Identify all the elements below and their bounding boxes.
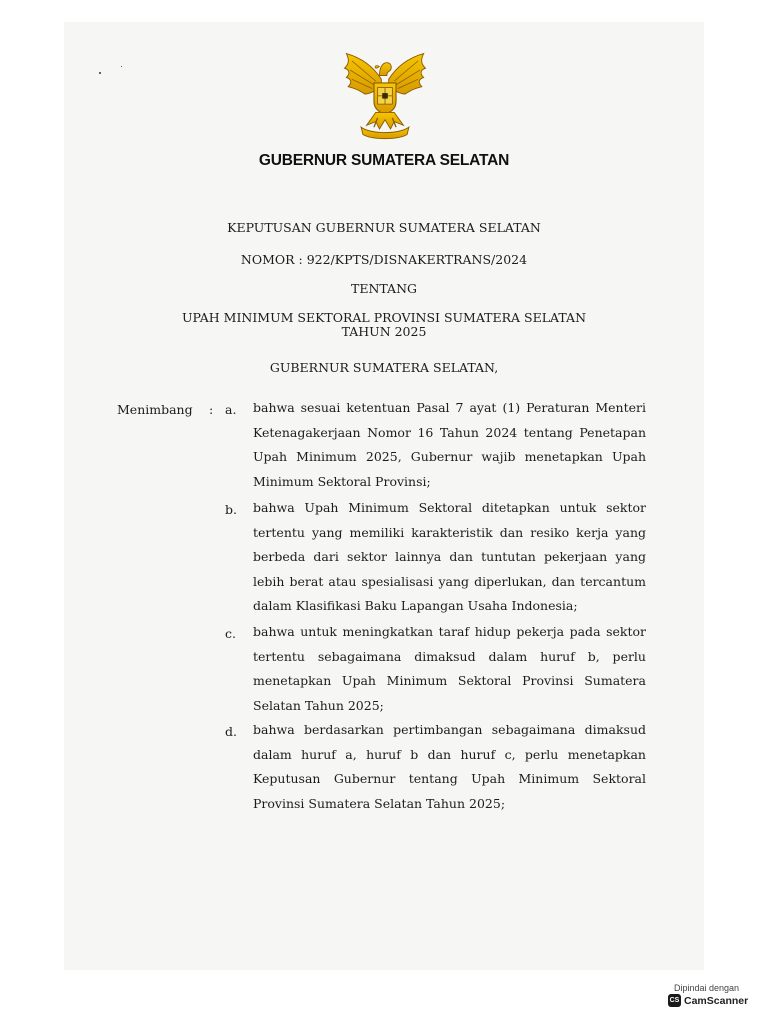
decree-subject: UPAH MINIMUM SEKTORAL PROVINSI SUMATERA SELATAN xyxy=(181,310,587,325)
considering-item-letter: c. xyxy=(225,626,236,641)
considering-label: Menimbang xyxy=(117,402,193,417)
decree-heading: KEPUTUSAN GUBERNUR SUMATERA SELATAN xyxy=(227,220,541,235)
garuda-emblem-icon xyxy=(339,48,431,140)
considering-item-letter: b. xyxy=(225,502,237,517)
decree-subject-year: TAHUN 2025 xyxy=(341,324,427,339)
scanner-watermark xyxy=(668,983,748,1007)
scanner-caption: Dipindai dengan xyxy=(674,983,740,993)
scanner-brand: CamScanner xyxy=(684,994,749,1007)
considering-colon: : xyxy=(209,402,214,417)
scanner-brand-row xyxy=(668,994,748,1007)
camscanner-icon: CS xyxy=(668,994,681,1007)
decree-signatory: GUBERNUR SUMATERA SELATAN, xyxy=(269,360,499,375)
decree-about: TENTANG xyxy=(350,281,417,296)
decree-number: NOMOR : 922/KPTS/DISNAKERTRANS/2024 xyxy=(240,252,528,267)
scan-speck xyxy=(99,72,101,74)
governor-title: GUBERNUR SUMATERA SELATAN xyxy=(258,152,510,169)
considering-item-letter: d. xyxy=(225,724,237,739)
considering-item-letter: a. xyxy=(225,402,237,417)
considering-item-text: bahwa berdasarkan pertimbangan sebagaimana dimaksud dalam huruf a, huruf b dan huruf c, perlu menetapkan Keputusan Gubernur tentang Upah Minimum Sektoral Provinsi Sumatera Selatan Tahun 2025; xyxy=(253,722,646,811)
considering-item-text: bahwa untuk meningkatkan taraf hidup pekerja pada sektor tertentu sebagaimana dimaksud dalam huruf b, perlu menetapkan Upah Minimum Sektoral Provinsi Sumatera Selatan Tahun 2025; xyxy=(253,624,646,713)
considering-item-text: bahwa Upah Minimum Sektoral ditetapkan untuk sektor tertentu yang memiliki karakteristik dan resiko kerja yang berbeda dari sektor lainnya dan tuntutan pekerjaan yang lebih berat atau spesialisasi yang diperlukan, dan tercantum dalam Klasifikasi Baku Lapangan Usaha Indonesia; xyxy=(253,500,646,613)
considering-item-text: bahwa sesuai ketentuan Pasal 7 ayat (1) Peraturan Menteri Ketenagakerjaan Nomor 16 Tahun 2024 tentang Penetapan Upah Minimum 2025, Gubernur wajib menetapkan Upah Minimum Sektoral Provinsi; xyxy=(253,400,646,489)
scan-speck xyxy=(121,66,122,67)
